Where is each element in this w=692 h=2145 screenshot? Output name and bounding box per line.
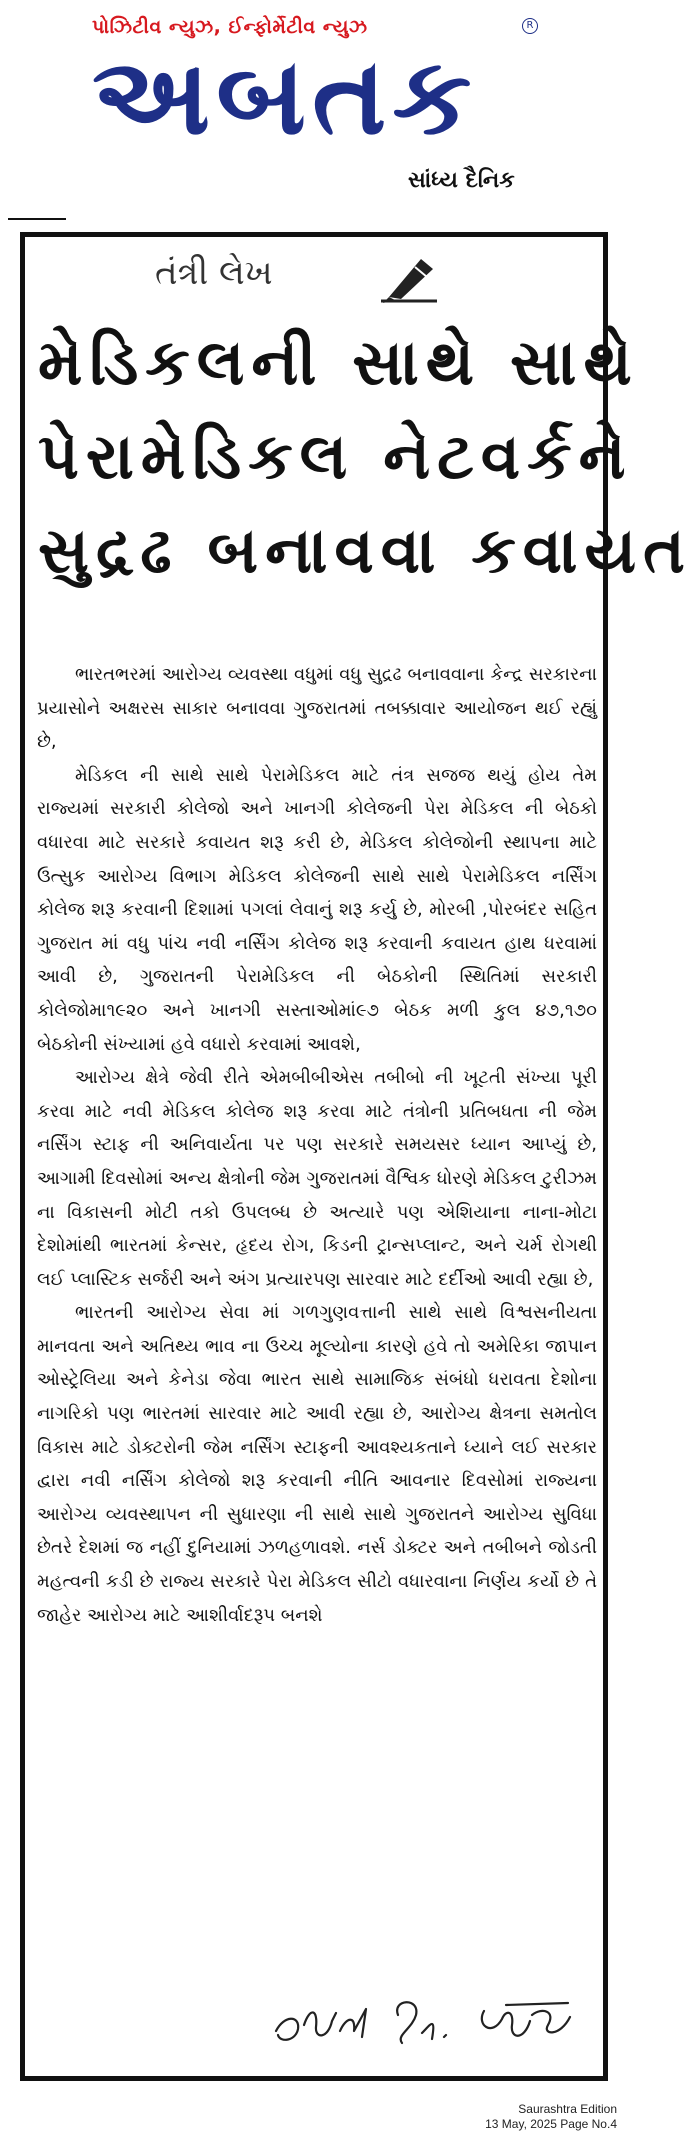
masthead-tagline: પોઝિટીવ ન્યુઝ, ઈન્ફોર્મેટીવ ન્યુઝ: [92, 16, 368, 38]
edition-date-page: 13 May, 2025 Page No.4: [485, 2117, 617, 2131]
editorial-body: [37, 658, 597, 1632]
newspaper-logo: અબતક: [92, 35, 478, 159]
masthead: [0, 0, 635, 215]
divider: [8, 218, 66, 220]
paragraph: ભારતભરમાં આરોગ્ય વ્યવસ્થા વધુમાં વધુ સુદ્રઢ બનાવવાના કેન્દ્ર સરકારના પ્રયાસોને અક્ષરસ સાકાર બનાવવા ગુજરાતમાં તબક્કાવાર આયોજન થઈ રહ્યું છે,: [37, 664, 597, 753]
paragraph: આરોગ્ય ક્ષેત્રે જેવી રીતે એમબીબીએસ તબીબો ની ખૂટતી સંખ્યા પૂરી કરવા માટે નવી મેડિકલ કોલેજ શરૂ કરવા માટે તંત્રોની પ્રતિબધતા ની જેમ નર્સિંગ સ્ટાફ ની અનિવાર્યતા પર પણ સરકારે સમયસર ધ્યાન આપ્યું છે, આગામી દિવસોમાં અન્ય ક્ષેત્રોની જેમ ગુજરાતમાં વૈશ્વિક ધોરણે મેડિકલ ટુરીઝમ ના વિકાસની મોટી તકો ઉપલબ્ધ છે અત્યારે પણ એશિયાના નાના-મોટા દેશોમાંથી ભારતમાં કેન્સર, હૃદય રોગ, કિડની ટ્રાન્સપ્લાન્ટ, અને ચર્મ રોગથી લઈ પ્લાસ્ટિક સર્જરી અને અંગ પ્રત્યારપણ સારવાર માટે દર્દીઓ આવી રહ્યા છે,: [37, 1067, 597, 1290]
registered-mark: R: [522, 18, 538, 34]
editorial-header: [155, 249, 445, 307]
pen-icon: [375, 253, 443, 305]
paragraph: મેડિકલ ની સાથે સાથે પેરામેડિકલ માટે તંત્ર સજજ થયું હોય તેમ રાજ્યમાં સરકારી કોલેજો અને ખાનગી કોલેજની પેરા મેડિકલ ની બેઠકો વધારવા માટે સરકારે કવાયત શરૂ કરી છે, મેડિકલ કોલેજોની સ્થાપના માટે ઉત્સુક આરોગ્ય વિભાગ મેડિકલ કોલેજની સાથે સાથે પેરામેડિકલ નર્સિંગ કોલેજ શરૂ કરવાની દિશામાં પગલાં લેવાનું શરૂ કર્યુ છે, મોરબી ,પોરબંદર સહિત ગુજરાત માં વધુ પાંચ નવી નર્સિંગ કોલેજ શરૂ કરવાની કવાયત હાથ ધરવામાં આવી છે, ગુજરાતની પેરામેડિકલ ની બેઠકોની સ્થિતિમાં સરકારી કોલેજોમા૧૯૨૦ અને ખાનગી સસ્તાઓમાં૯૭ બેઠક મળી કુલ ૪૭,૧૭૦ બેઠકોની સંખ્યામાં હવે વધારો કરવામાં આવશે,: [37, 764, 597, 1055]
paragraph: ભારતની આરોગ્ય સેવા માં ગળગુણવત્તાની સાથે સાથે વિશ્વસનીયતા માનવતા અને અતિથ્ય ભાવ ના ઉચ્ચ મૂલ્યોના કારણે હવે તો અમેરિકા જાપાન ઓસ્ટ્રેલિયા અને કેનેડા જેવા ભારત સાથે સામાજિક સંબંધો ધરાવતા દેશોના નાગરિકો પણ ભારતમાં સારવાર માટે આવી રહ્યા છે, આરોગ્ય ક્ષેત્રના સમતોલ વિકાસ માટે ડોક્ટરોની જેમ નર્સિંગ સ્ટાફની આવશ્યકતાને ધ્યાને લઈ સરકાર દ્વારા નવી નર્સિંગ કોલેજો શરૂ કરવાની નીતિ આવનાર દિવસોમાં રાજ્યના આરોગ્ય વ્યવસ્થાપન ની સુધારણા ની સાથે સાથે ગુજરાતને આરોગ્ય સુવિધા છેતરે દેશમાં જ નહીં દુનિયામાં ઝળહળાવશે. નર્સ ડોક્ટર અને તબીબને જોડતી મહત્વની કડી છે રાજ્ય સરકારે પેરા મેડિકલ સીટો વધારવાના નિર્ણય કર્યો છે તે જાહેર આરોગ્ય માટે આશીર્વાદરૂપ બનશે: [37, 1302, 597, 1626]
edition-name: Saurashtra Edition: [518, 2102, 617, 2116]
headline-line: પેરામેડિકલ નેટવર્કને: [38, 420, 633, 493]
edition-info: [485, 2102, 617, 2132]
headline-line: મેડિકલની સાથે સાથે: [38, 326, 639, 399]
editorial-headline: [38, 316, 692, 598]
headline-line: સુદ્રઢ બનાવવા કવાયત: [38, 514, 692, 587]
editor-signature: [270, 1985, 590, 2055]
editorial-label: તંત્રી લેખ: [155, 253, 273, 293]
masthead-subtitle: સાંધ્ય દૈનિક: [408, 168, 515, 193]
